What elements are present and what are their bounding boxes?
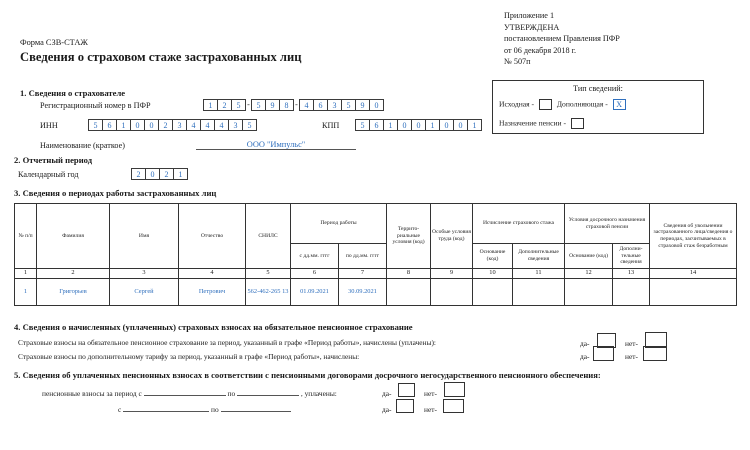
s5-line2-yes-checkbox[interactable]: [396, 399, 414, 413]
info-type-row-pension: [499, 118, 587, 129]
inn-cell-8[interactable]: 4: [200, 119, 215, 131]
cell-calc-extra[interactable]: [513, 279, 565, 306]
s5-line2-no-checkbox[interactable]: [443, 399, 464, 413]
reg-group-1: [251, 99, 294, 111]
inn-field[interactable]: [88, 119, 257, 131]
kpp-cell-2[interactable]: 1: [383, 119, 398, 131]
section-4-line-2: Страховые взносы по дополнительному тарифу за период, указанный в графе «Период работы», начислены:: [18, 352, 360, 361]
inn-cell-4[interactable]: 0: [144, 119, 159, 131]
th-firstname: Имя: [110, 204, 179, 269]
s5-line2-to-input[interactable]: [221, 404, 291, 412]
section-2-heading: 2. Отчетный период: [14, 155, 93, 165]
s5-line2-from-input[interactable]: [123, 404, 209, 412]
cell-num[interactable]: 1: [15, 279, 37, 306]
th-period: Период работы: [291, 204, 387, 244]
s4-line1-yes-label: да-: [580, 339, 590, 348]
reg-g2-cell-3[interactable]: 5: [341, 99, 356, 111]
kpp-cell-5[interactable]: 1: [425, 119, 440, 131]
cell-surname[interactable]: Григорьев: [37, 279, 110, 306]
year-cell-1[interactable]: 0: [145, 168, 160, 180]
inn-cell-1[interactable]: 6: [102, 119, 117, 131]
reg-separator-1: -: [247, 100, 250, 109]
th-snils: СНИЛС: [246, 204, 291, 269]
reg-separator-2: -: [295, 100, 298, 109]
work-periods-table: [14, 203, 737, 306]
reg-g2-cell-2[interactable]: 3: [327, 99, 342, 111]
column-number-14: 14: [650, 269, 737, 279]
kpp-cell-0[interactable]: 5: [355, 119, 370, 131]
approval-line-2: УТВЕРЖДЕНА: [504, 22, 560, 32]
year-cell-0[interactable]: 2: [131, 168, 146, 180]
inn-cell-9[interactable]: 4: [214, 119, 229, 131]
table-body: [15, 279, 737, 306]
th-surname: Фамилия: [37, 204, 110, 269]
s5-line1-from-input[interactable]: [144, 388, 226, 396]
org-name-label: Наименование (краткое): [40, 141, 125, 150]
column-number-row: [15, 269, 737, 279]
supplementary-checkbox[interactable]: X: [613, 99, 626, 110]
year-cell-2[interactable]: 2: [159, 168, 174, 180]
column-number-11: 11: [513, 269, 565, 279]
column-number-1: 1: [15, 269, 37, 279]
s5-line1-no-checkbox[interactable]: [444, 382, 465, 397]
section-1-heading: 1. Сведения о страхователе: [20, 88, 126, 98]
column-number-2: 2: [37, 269, 110, 279]
year-cell-3[interactable]: 1: [173, 168, 188, 180]
cell-territorial[interactable]: [387, 279, 431, 306]
info-type-box: [492, 80, 704, 134]
kpp-field[interactable]: [355, 119, 482, 131]
cell-period-from[interactable]: 01.09.2021: [291, 279, 339, 306]
section-5-heading: 5. Сведения об уплаченных пенсионных взносах в соответствии с пенсионными договорами досрочного негосударственного пенсионного обеспечения:: [14, 370, 601, 380]
cell-patronymic[interactable]: Петрович: [179, 279, 246, 306]
s4-line2-no-checkbox[interactable]: [643, 346, 667, 361]
s5-line1-mid: по: [227, 389, 236, 398]
info-type-title: Тип сведений:: [573, 84, 623, 93]
cell-period-to[interactable]: 30.09.2021: [339, 279, 387, 306]
reg-g0-cell-2[interactable]: 5: [231, 99, 246, 111]
kpp-cell-6[interactable]: 0: [439, 119, 454, 131]
reg-g1-cell-1[interactable]: 9: [265, 99, 280, 111]
section-3-heading: 3. Сведения о периодах работы застрахованных лиц: [14, 188, 217, 198]
cell-dismissal[interactable]: [650, 279, 737, 306]
th-period-to: по дд.мм. гггг: [339, 244, 387, 269]
s5-line1-no-label: нет-: [424, 389, 437, 398]
page-title: Сведения о страховом стаже застрахованных лиц: [20, 50, 302, 64]
th-territorial: Террито-риальные условия (код): [387, 204, 431, 269]
section-4-heading: 4. Сведения о начисленных (уплаченных) страховых взносах на обязательное пенсионное страхование: [14, 322, 413, 332]
th-calc-basis: Основание (код): [473, 244, 513, 269]
section-5-line-1: [42, 388, 337, 398]
th-early-basis: Основание (код): [565, 244, 613, 269]
inn-cell-3[interactable]: 0: [130, 119, 145, 131]
approval-line-1: Приложение 1: [504, 11, 555, 20]
cell-early-extra[interactable]: [613, 279, 650, 306]
reg-g2-cell-4[interactable]: 9: [355, 99, 370, 111]
cell-special[interactable]: [431, 279, 473, 306]
s4-line1-no-label: нет-: [625, 339, 638, 348]
reg-group-2: [299, 99, 384, 111]
calendar-year-field[interactable]: [131, 168, 188, 180]
column-number-12: 12: [565, 269, 613, 279]
th-special-conditions: Особые условия труда (код): [431, 204, 473, 269]
column-number-6: 6: [291, 269, 339, 279]
column-number-5: 5: [246, 269, 291, 279]
s4-line2-yes-label: да-: [580, 352, 590, 361]
initial-label: Исходная -: [499, 99, 535, 109]
approval-block: [504, 10, 744, 68]
approval-line-5: № 507п: [504, 57, 531, 67]
inn-cell-10[interactable]: 3: [228, 119, 243, 131]
cell-calc-basis[interactable]: [473, 279, 513, 306]
inn-cell-2[interactable]: 1: [116, 119, 131, 131]
inn-cell-0[interactable]: 5: [88, 119, 103, 131]
reg-g2-cell-5[interactable]: 0: [369, 99, 384, 111]
th-patronymic: Отчество: [179, 204, 246, 269]
section-5-line-2: [118, 404, 291, 414]
th-early-pension: Условия досрочного назначения страховой пенсии: [565, 204, 650, 244]
reg-number-label: Регистрационный номер в ПФР: [40, 101, 151, 110]
inn-cell-11[interactable]: 5: [242, 119, 257, 131]
kpp-cell-8[interactable]: 1: [467, 119, 482, 131]
column-number-13: 13: [613, 269, 650, 279]
reg-number-field[interactable]: [203, 99, 384, 111]
inn-cell-5[interactable]: 2: [158, 119, 173, 131]
cell-firstname[interactable]: Сергей: [110, 279, 179, 306]
column-number-8: 8: [387, 269, 431, 279]
cell-early-basis[interactable]: [565, 279, 613, 306]
section-4-line-1: Страховые взносы на обязательное пенсионное страхование за период, указанный в графе «Период работы», начислены (уплачены):: [18, 338, 436, 347]
s5-line1-prefix: пенсионные взносы за период с: [42, 389, 142, 398]
approval-line-3: постановлением Правления ПФР: [504, 34, 620, 44]
th-number: № п/п: [15, 204, 37, 269]
approval-line-4: от 06 декабря 2018 г.: [504, 45, 577, 55]
s5-line2-no-label: нет-: [424, 405, 437, 414]
s5-line2-prefix: с: [118, 405, 122, 414]
kpp-cell-3[interactable]: 0: [397, 119, 412, 131]
inn-cell-6[interactable]: 3: [172, 119, 187, 131]
s5-line2-mid: по: [211, 405, 219, 414]
th-early-extra: Дополни-тельные сведения: [613, 244, 650, 269]
pension-assignment-checkbox[interactable]: [571, 118, 584, 129]
s5-line2-yes-label: да-: [382, 405, 392, 414]
kpp-cell-7[interactable]: 0: [453, 119, 468, 131]
th-period-from: с дд.мм. гггг: [291, 244, 339, 269]
reg-group-0: [203, 99, 246, 111]
kpp-cell-4[interactable]: 0: [411, 119, 426, 131]
th-dismissal: Сведения об увольнении застрахованного лица/сведения о периодах, засчитываемых в страховой стаж безработным: [650, 204, 737, 269]
pension-assignment-label: Назначение пенсии -: [499, 118, 566, 128]
s4-line2-yes-checkbox[interactable]: [593, 346, 614, 361]
reg-g0-cell-1[interactable]: 2: [217, 99, 232, 111]
kpp-cell-1[interactable]: 6: [369, 119, 384, 131]
column-number-3: 3: [110, 269, 179, 279]
s4-line2-no-label: нет-: [625, 352, 638, 361]
s5-line1-suffix: , уплачены:: [300, 389, 337, 398]
column-number-7: 7: [339, 269, 387, 279]
reg-g0-cell-0[interactable]: 1: [203, 99, 218, 111]
cell-snils[interactable]: 562-462-265 13: [246, 279, 291, 306]
th-calc-extra: Дополнительные сведения: [513, 244, 565, 269]
reg-g1-cell-0[interactable]: 5: [251, 99, 266, 111]
form-code: Форма СЗВ-СТАЖ: [20, 38, 88, 47]
column-number-9: 9: [431, 269, 473, 279]
inn-cell-7[interactable]: 4: [186, 119, 201, 131]
s5-line1-yes-checkbox[interactable]: [398, 383, 415, 397]
th-calculation: Исчисление страхового стажа: [473, 204, 565, 244]
reg-g2-cell-1[interactable]: 6: [313, 99, 328, 111]
initial-checkbox[interactable]: [539, 99, 552, 110]
s5-line1-to-input[interactable]: [237, 388, 299, 396]
s5-line1-yes-label: да-: [382, 389, 392, 398]
reg-g2-cell-0[interactable]: 4: [299, 99, 314, 111]
column-number-4: 4: [179, 269, 246, 279]
inn-label: ИНН: [40, 121, 58, 130]
supplementary-label: Дополняющая -: [556, 99, 608, 109]
kpp-label: КПП: [322, 121, 340, 130]
column-number-10: 10: [473, 269, 513, 279]
table-row: [15, 279, 737, 306]
org-name-value[interactable]: ООО "Импульс": [196, 140, 356, 150]
info-type-row-primary: [499, 99, 629, 110]
calendar-year-label: Календарный год: [18, 170, 79, 179]
reg-g1-cell-2[interactable]: 8: [279, 99, 294, 111]
